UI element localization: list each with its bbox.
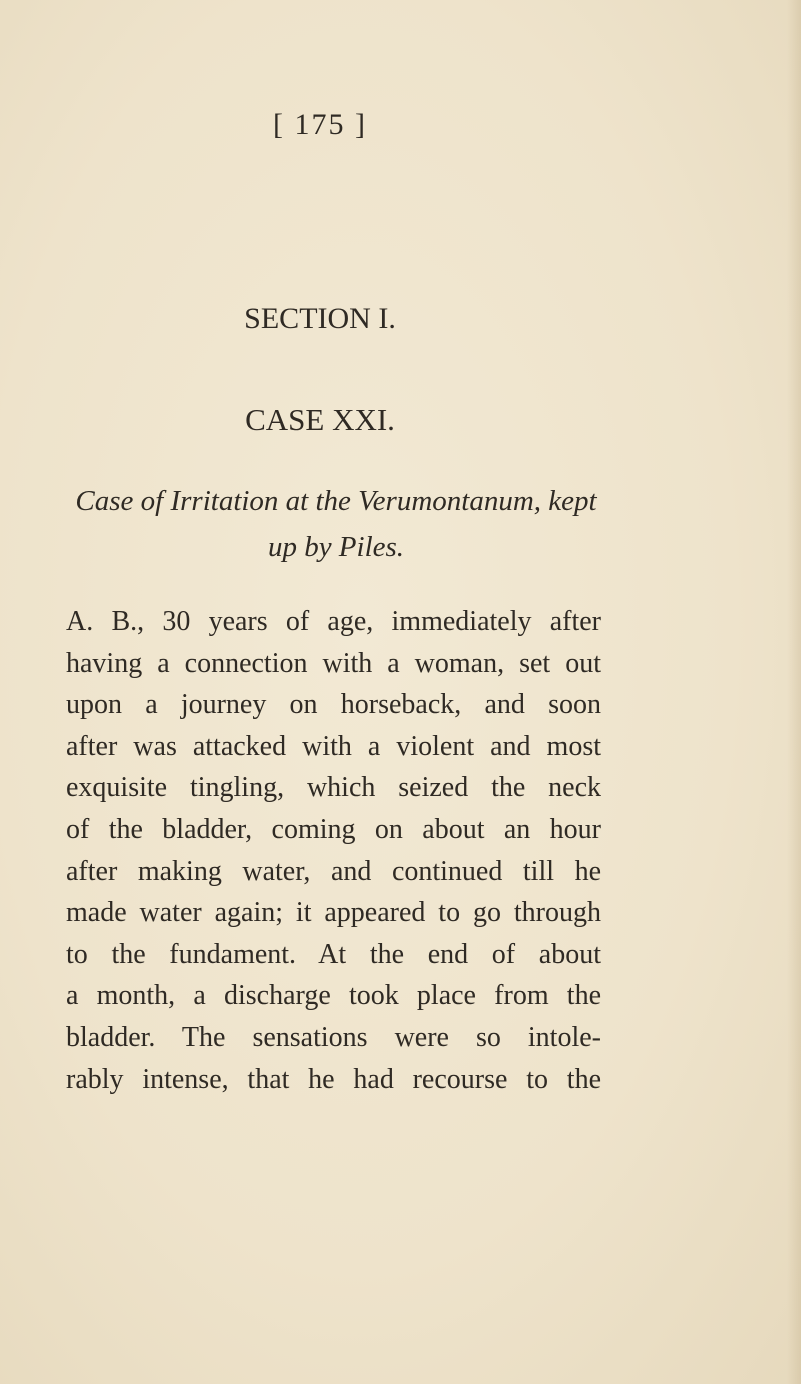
case-heading: CASE XXI. — [245, 402, 395, 437]
body-paragraph — [66, 601, 601, 1100]
body-line: exquisite tingling, which seized the neck — [66, 772, 601, 804]
body-line: after was attacked with a violent and most — [66, 730, 601, 762]
body-line: a month, a discharge took place from the — [66, 980, 601, 1012]
body-line: of the bladder, coming on about an hour — [66, 813, 601, 845]
body-line: having a connection with a woman, set out — [66, 647, 601, 679]
body-line: after making water, and continued till he — [66, 855, 601, 887]
case-subtitle — [66, 478, 606, 570]
section-heading: SECTION I. — [244, 302, 396, 335]
body-line: upon a journey on horseback, and soon — [66, 689, 601, 721]
body-line: rably intense, that he had recourse to the — [66, 1063, 601, 1095]
case-subtitle-line: up by Piles. — [267, 531, 405, 563]
body-line: A. B., 30 years of age, immediately after — [66, 606, 601, 637]
body-line: bladder. The sensations were so intole- — [66, 1021, 601, 1053]
body-line: to the fundament. At the end of about — [66, 938, 601, 970]
body-line: made water again; it appeared to go through — [66, 897, 601, 929]
case-subtitle-line: Case of Irritation at the Verumontanum, kept — [75, 485, 597, 517]
page-number: [ 175 ] — [273, 108, 367, 141]
page-edge-shadow — [787, 0, 801, 1384]
